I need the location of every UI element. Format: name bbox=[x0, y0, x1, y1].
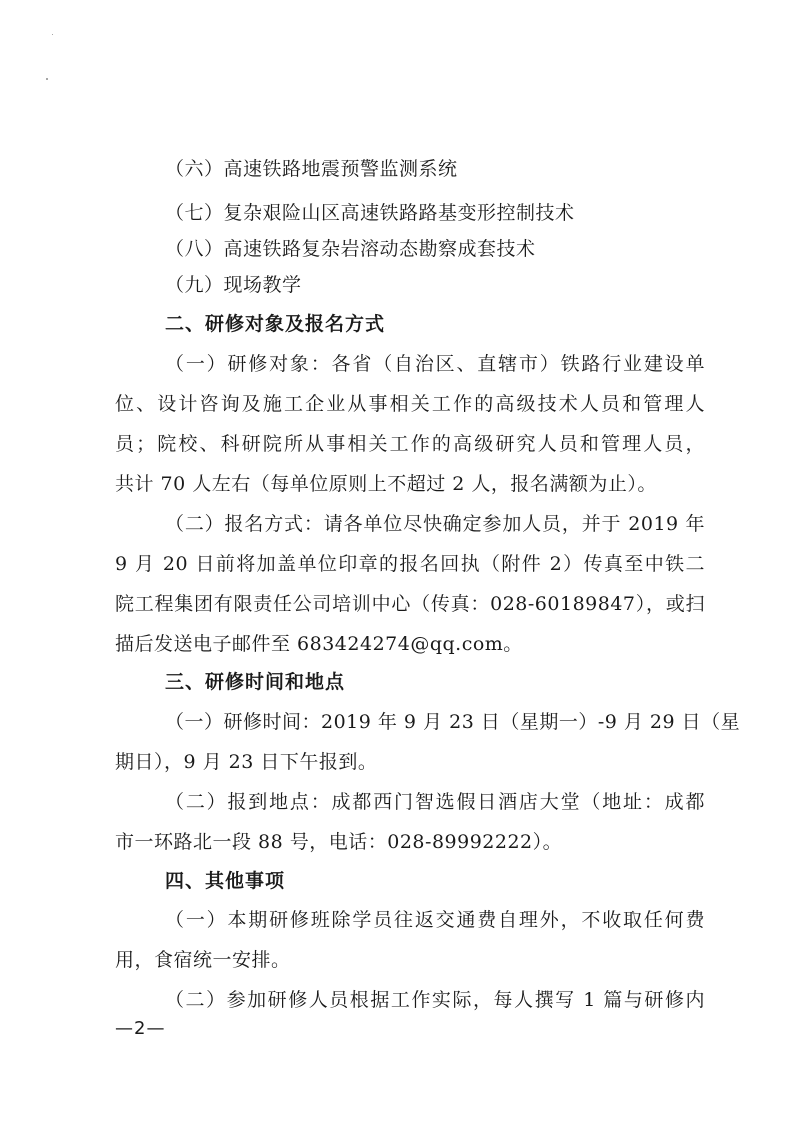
section-2-heading: 二、研修对象及报名方式 bbox=[165, 313, 386, 335]
paragraph-line: 期日），9 月 23 日下午报到。 bbox=[115, 751, 378, 773]
paragraph-line: （二）参加研修人员根据工作实际，每人撰写 1 篇与研修内 bbox=[165, 989, 705, 1011]
paragraph-line: 9 月 20 日前将加盖单位印章的报名回执（附件 2）传真至中铁二 bbox=[115, 553, 705, 575]
section-4-heading: 四、其他事项 bbox=[165, 870, 286, 892]
list-item-9: （九）现场教学 bbox=[165, 274, 302, 296]
paragraph-line: 用，食宿统一安排。 bbox=[115, 949, 291, 971]
paragraph-line: 位、设计咨询及施工企业从事相关工作的高级技术人员和管理人 bbox=[115, 393, 705, 415]
paragraph-line: （一）本期研修班除学员往返交通费自理外，不收取任何费 bbox=[165, 909, 705, 931]
paragraph-line: 院工程集团有限责任公司培训中心（传真：028-60189847），或扫 bbox=[115, 593, 705, 615]
list-item-7: （七）复杂艰险山区高速铁路路基变形控制技术 bbox=[165, 202, 575, 224]
list-item-6: （六）高速铁路地震预警监测系统 bbox=[165, 158, 458, 180]
paragraph-line: 共计 70 人左右（每单位原则上不超过 2 人，报名满额为止）。 bbox=[115, 473, 657, 495]
paragraph-line: （一）研修对象：各省（自治区、直辖市）铁路行业建设单 bbox=[165, 353, 705, 375]
scan-speck bbox=[46, 78, 48, 80]
page-number: —2— bbox=[115, 1018, 166, 1039]
paragraph-line: 员；院校、科研院所从事相关工作的高级研究人员和管理人员， bbox=[115, 433, 705, 455]
list-item-8: （八）高速铁路复杂岩溶动态勘察成套技术 bbox=[165, 238, 536, 260]
paragraph-line: 市一环路北一段 88 号，电话：028-89992222）。 bbox=[115, 831, 563, 853]
paragraph-line: （二）报名方式：请各单位尽快确定参加人员，并于 2019 年 bbox=[165, 513, 705, 535]
paragraph-line: （一）研修时间：2019 年 9 月 23 日（星期一）-9 月 29 日（星 bbox=[165, 711, 741, 733]
paragraph-line: （二）报到地点：成都西门智选假日酒店大堂（地址：成都 bbox=[165, 791, 705, 813]
scan-speck bbox=[52, 34, 53, 35]
paragraph-line: 描后发送电子邮件至 683424274@qq.com。 bbox=[115, 633, 523, 655]
section-3-heading: 三、研修时间和地点 bbox=[165, 671, 346, 693]
